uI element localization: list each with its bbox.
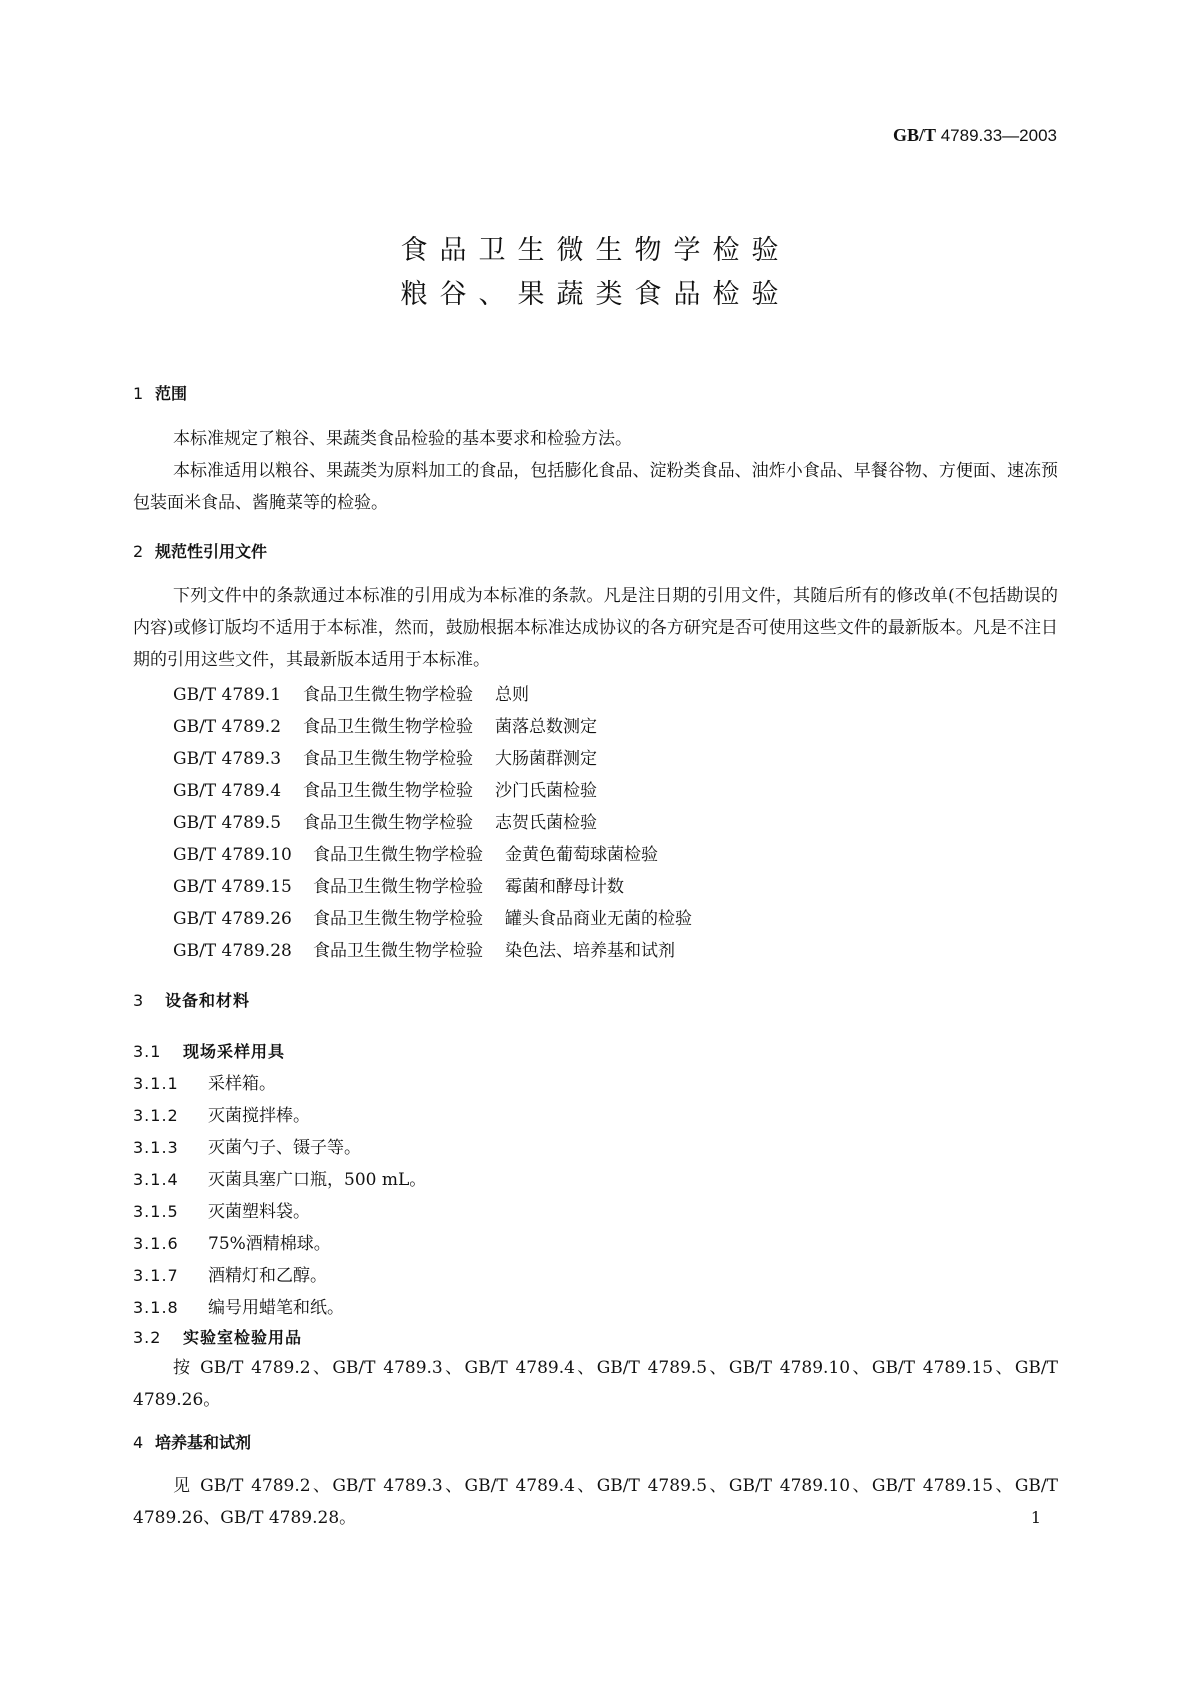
list-item: 3.1.7 酒精灯和乙醇。: [133, 1266, 327, 1286]
reference-item: GB/T 4789.3 食品卫生微生物学检验 大肠菌群测定: [173, 749, 597, 769]
standard-prefix: GB/T: [892, 125, 936, 145]
section-3-2-heading: 3.2 实验室检验用品: [133, 1328, 303, 1347]
page-number: 1: [1030, 1508, 1041, 1527]
list-item: 3.1.1 采样箱。: [133, 1074, 276, 1094]
list-item: 3.1.5 灭菌塑料袋。: [133, 1202, 310, 1222]
document-title-line2: 粮谷、果蔬类食品检验: [400, 279, 791, 310]
reference-item: GB/T 4789.1 食品卫生微生物学检验 总则: [173, 685, 529, 705]
section-3-heading: 3 设备和材料: [133, 991, 251, 1010]
section-4-para: 见 GB/T 4789.2、GB/T 4789.3、GB/T 4789.4、GB/T 4789.5、GB/T 4789.10、GB/T 4789.15、GB/T 4789.26、GB/T 4789.28。: [133, 1476, 1058, 1528]
list-item: 3.1.3 灭菌勺子、镊子等。: [133, 1138, 361, 1158]
standard-code: [893, 125, 1057, 146]
list-item: 3.1.8 编号用蜡笔和纸。: [133, 1298, 344, 1318]
standard-number: 4789.33—2003: [940, 126, 1057, 145]
reference-item: GB/T 4789.26 食品卫生微生物学检验 罐头食品商业无菌的检验: [173, 909, 692, 929]
list-item: 3.1.6 75%酒精棉球。: [133, 1234, 331, 1254]
section-1-para-1: 本标准规定了粮谷、果蔬类食品检验的基本要求和检验方法。: [173, 429, 632, 449]
reference-item: GB/T 4789.4 食品卫生微生物学检验 沙门氏菌检验: [173, 781, 597, 801]
reference-item: GB/T 4789.15 食品卫生微生物学检验 霉菌和酵母计数: [173, 877, 624, 897]
section-1-para-2: 本标准适用以粮谷、果蔬类为原料加工的食品，包括膨化食品、淀粉类食品、油炸小食品、早餐谷物、方便面、速冻预包装面米食品、酱腌菜等的检验。: [133, 461, 1058, 513]
document-title-line1: 食品卫生微生物学检验: [400, 235, 791, 266]
reference-item: GB/T 4789.28 食品卫生微生物学检验 染色法、培养基和试剂: [173, 941, 675, 961]
section-2-heading: 2 规范性引用文件: [133, 542, 268, 561]
reference-item: GB/T 4789.5 食品卫生微生物学检验 志贺氏菌检验: [173, 813, 597, 833]
section-3-2-para: 按 GB/T 4789.2、GB/T 4789.3、GB/T 4789.4、GB/T 4789.5、GB/T 4789.10、GB/T 4789.15、GB/T 4789.26。: [133, 1358, 1058, 1410]
section-3-1-heading: 3.1 现场采样用具: [133, 1042, 286, 1061]
list-item: 3.1.4 灭菌具塞广口瓶，500 mL。: [133, 1170, 427, 1190]
section-2-para-1: 下列文件中的条款通过本标准的引用成为本标准的条款。凡是注日期的引用文件，其随后所有的修改单(不包括勘误的内容)或修订版均不适用于本标准，然而，鼓励根据本标准达成协议的各方研究是否可使用这些文件的最新版本。凡是不注日期的引用这些文件，其最新版本适用于本标准。: [133, 586, 1058, 670]
list-item: 3.1.2 灭菌搅拌棒。: [133, 1106, 310, 1126]
section-4-heading: 4 培养基和试剂: [133, 1433, 252, 1452]
reference-item: GB/T 4789.10 食品卫生微生物学检验 金黄色葡萄球菌检验: [173, 845, 658, 865]
section-1-heading: 1 范围: [133, 384, 188, 403]
reference-item: GB/T 4789.2 食品卫生微生物学检验 菌落总数测定: [173, 717, 597, 737]
